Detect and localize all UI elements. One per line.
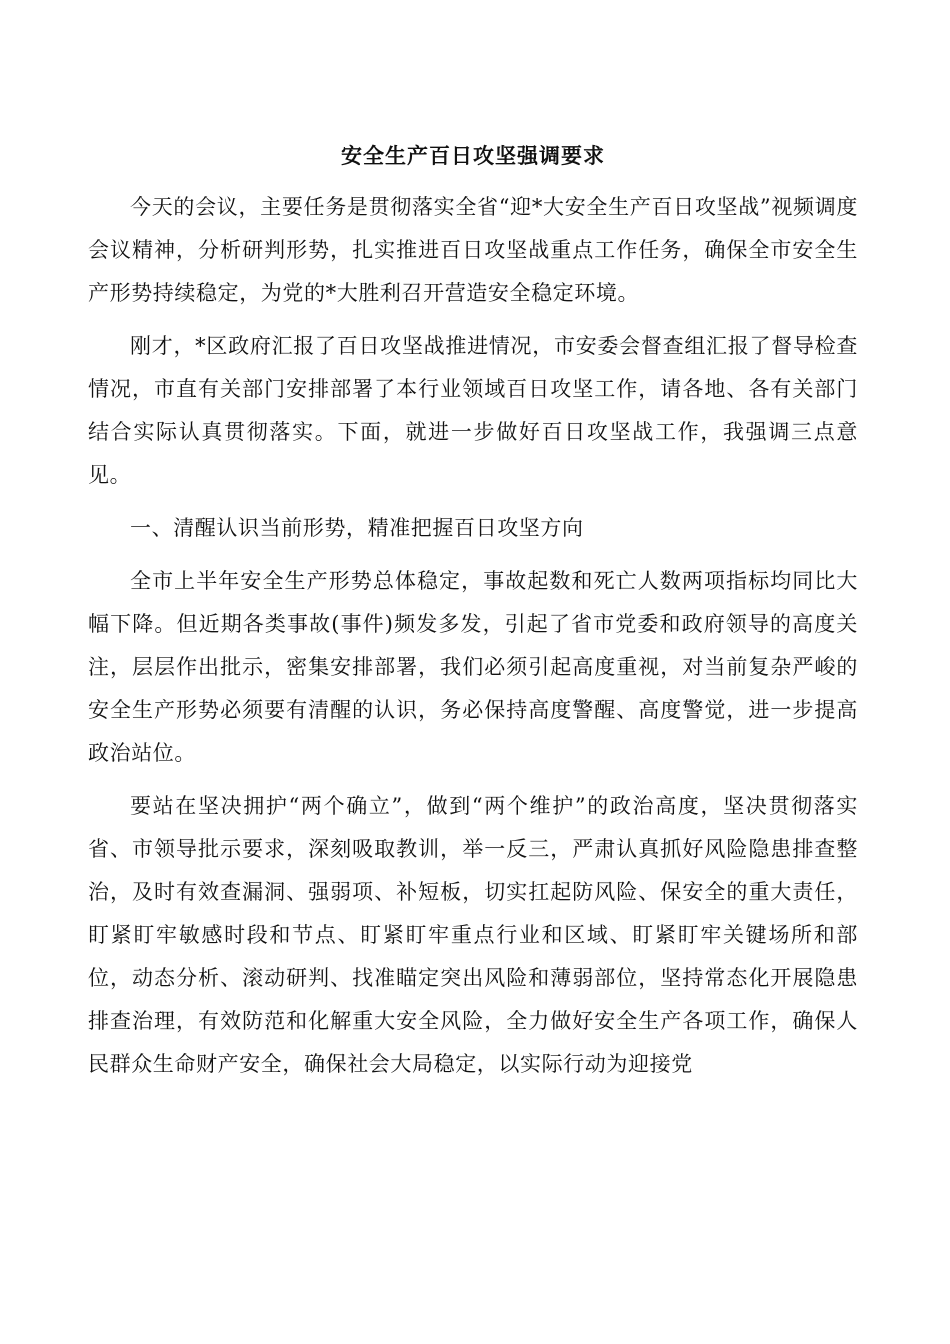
- paragraph-reports-summary: 刚才，*区政府汇报了百日攻坚战推进情况，市安委会督查组汇报了督导检查情况，市直有关部门安排部署了本行业领域百日攻坚工作，请各地、各有关部门结合实际认真贯彻落实。下面，就进一步做好百日攻坚战工作，我强调三点意见。: [88, 334, 858, 487]
- paragraph-political-stance: 要站在坚决拥护“两个确立”，做到“两个维护”的政治高度，坚决贯彻落实省、市领导批示要求，深刻吸取教训，举一反三，严肃认真抓好风险隐患排查整治，及时有效查漏洞、强弱项、补短板，切实扛起防风险、保安全的重大责任，盯紧盯牢敏感时段和节点、盯紧盯牢重点行业和区域、盯紧盯牢关键场所和部位，动态分析、滚动研判、找准瞄定突出风险和薄弱部位，坚持常态化开展隐患排查治理，有效防范和化解重大安全风险，全力做好安全生产各项工作，确保人民群众生命财产安全，确保社会大局稳定，以实际行动为迎接党: [88, 794, 858, 1076]
- paragraph-current-situation: 全市上半年安全生产形势总体稳定，事故起数和死亡人数两项指标均同比大幅下降。但近期各类事故(事件)频发多发，引起了省市党委和政府领导的高度关注，层层作出批示，密集安排部署，我们必须引起高度重视，对当前复杂严峻的安全生产形势必须要有清醒的认识，务必保持高度警醒、高度警觉，进一步提高政治站位。: [88, 569, 858, 765]
- document-page: [88, 130, 858, 1096]
- section-heading-one: 一、清醒认识当前形势，精准把握百日攻坚方向: [130, 516, 584, 540]
- document-title: 安全生产百日攻坚强调要求: [341, 143, 605, 168]
- paragraph-meeting-purpose: 今天的会议，主要任务是贯彻落实全省“迎*大安全生产百日攻坚战”视频调度会议精神，分析研判形势，扎实推进百日攻坚战重点工作任务，确保全市安全生产形势持续稳定，为党的*大胜利召开营造安全稳定环境。: [88, 195, 858, 305]
